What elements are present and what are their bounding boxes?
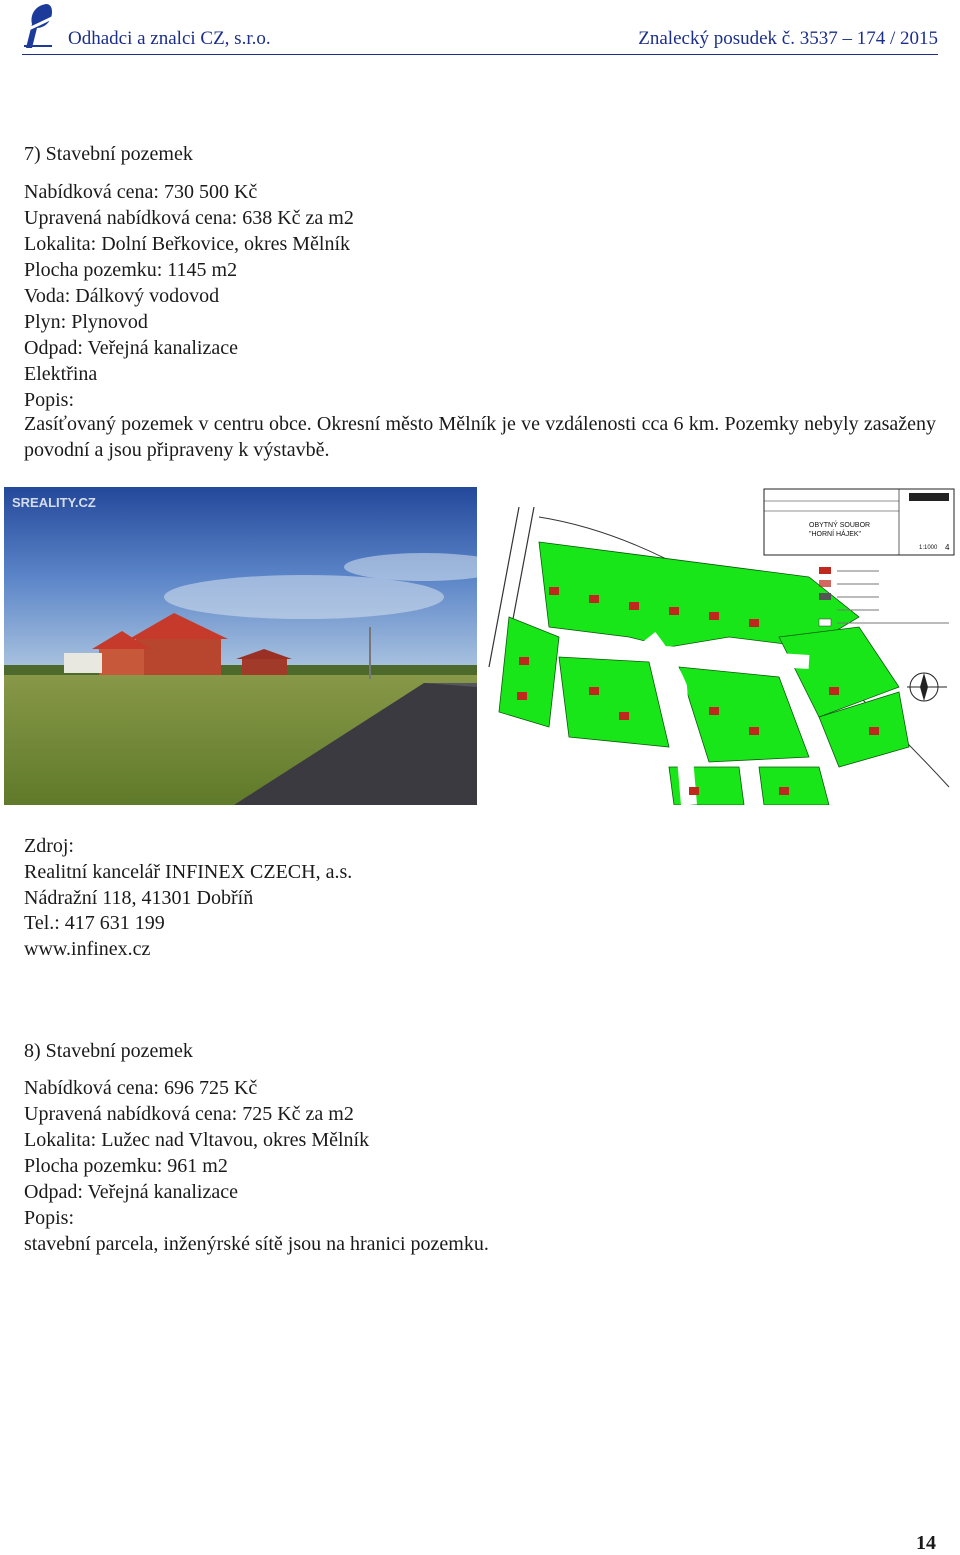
listing-water: Voda: Dálkový vodovod <box>24 285 220 307</box>
listing-description-label: Popis: <box>24 1207 75 1229</box>
page-number: 14 <box>916 1532 936 1554</box>
source-phone: Tel.: 417 631 199 <box>24 912 165 934</box>
listing-gas: Plyn: Plynovod <box>24 311 148 333</box>
plan-scale: 1:1000 <box>919 545 938 551</box>
listing-area: Plocha pozemku: 961 m2 <box>24 1155 228 1177</box>
listing-location: Lokalita: Dolní Beřkovice, okres Mělník <box>24 233 351 255</box>
source-address: Nádražní 118, 41301 Dobříň <box>24 887 254 909</box>
photo-watermark: SREALITY.CZ <box>12 495 96 510</box>
listing-title: 8) Stavební pozemek <box>24 1040 193 1062</box>
listing-description: Zasíťovaný pozemek v centru obce. Okresní město Mělník je ve vzdálenosti cca 6 km. Pozemky nebyly zasaženy povodní a jsou připraveny k výstavbě. <box>24 413 936 461</box>
listing-sewage: Odpad: Veřejná kanalizace <box>24 1181 238 1203</box>
header-divider <box>22 54 938 55</box>
plan-sheet: 4 <box>945 543 950 552</box>
listing-title: 7) Stavební pozemek <box>24 143 193 165</box>
source-label: Zdroj: <box>24 835 74 857</box>
report-number: Znalecký posudek č. 3537 – 174 / 2015 <box>638 28 938 49</box>
listing-adjusted-price: Upravená nabídková cena: 638 Kč za m2 <box>24 207 354 229</box>
property-photo <box>4 487 477 805</box>
listing-location: Lokalita: Lužec nad Vltavou, okres Mělník <box>24 1129 370 1151</box>
listing-price: Nabídková cena: 696 725 Kč <box>24 1077 258 1099</box>
plan-title-1: OBYTNÝ SOUBOR <box>809 522 871 529</box>
page-header <box>0 0 960 56</box>
listing-description-label: Popis: <box>24 389 75 411</box>
company-name: Odhadci a znalci CZ, s.r.o. <box>68 28 271 49</box>
company-logo-icon <box>22 2 56 50</box>
plan-title-2: "HORNÍ HÁJEK" <box>809 531 862 538</box>
source-agency: Realitní kancelář INFINEX CZECH, a.s. <box>24 861 353 883</box>
listing-price: Nabídková cena: 730 500 Kč <box>24 181 258 203</box>
site-plan-image <box>479 487 957 805</box>
listing-area: Plocha pozemku: 1145 m2 <box>24 259 238 281</box>
listing-adjusted-price: Upravená nabídková cena: 725 Kč za m2 <box>24 1103 354 1125</box>
listing-electricity: Elektřina <box>24 363 98 385</box>
source-website: www.infinex.cz <box>24 938 151 960</box>
listing-sewage: Odpad: Veřejná kanalizace <box>24 337 238 359</box>
listing-description: stavební parcela, inženýrské sítě jsou na hranici pozemku. <box>24 1233 489 1255</box>
